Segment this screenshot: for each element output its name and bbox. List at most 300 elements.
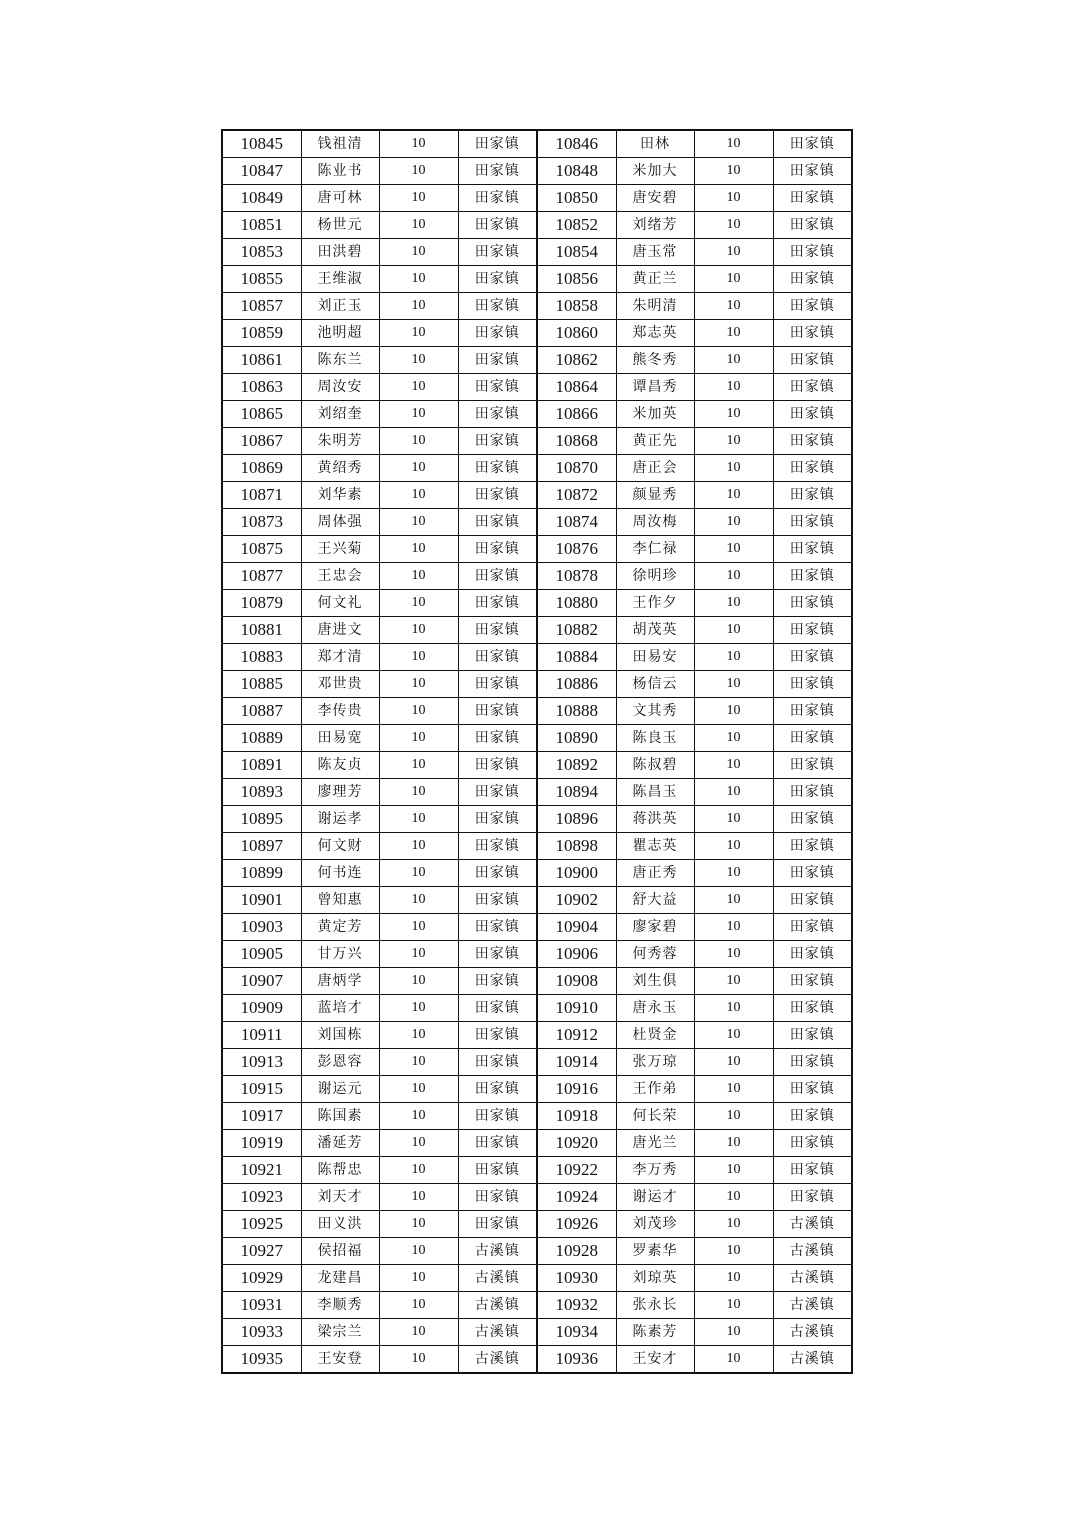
person-name-cell: 谢运才 — [616, 1184, 694, 1211]
count-value-cell: 10 — [379, 130, 458, 158]
count-value-cell: 10 — [379, 212, 458, 239]
count-value-cell: 10 — [694, 833, 773, 860]
person-name-cell: 胡茂英 — [616, 617, 694, 644]
person-name-cell: 谢运孝 — [301, 806, 379, 833]
table-row — [222, 590, 852, 617]
count-value-cell: 10 — [379, 428, 458, 455]
record-id-cell: 10845 — [222, 130, 301, 158]
table-row — [222, 482, 852, 509]
township-name-cell: 古溪镇 — [458, 1238, 537, 1265]
record-id-cell: 10923 — [222, 1184, 301, 1211]
count-value-cell: 10 — [694, 374, 773, 401]
record-id-cell: 10873 — [222, 509, 301, 536]
count-value-cell: 10 — [694, 887, 773, 914]
township-name-cell: 田家镇 — [458, 482, 537, 509]
record-id-cell: 10919 — [222, 1130, 301, 1157]
township-name-cell: 古溪镇 — [773, 1238, 852, 1265]
township-name-cell: 田家镇 — [458, 995, 537, 1022]
person-name-cell: 陈素芳 — [616, 1319, 694, 1346]
person-name-cell: 唐炳学 — [301, 968, 379, 995]
township-name-cell: 田家镇 — [458, 374, 537, 401]
table-row — [222, 1130, 852, 1157]
township-name-cell: 田家镇 — [773, 968, 852, 995]
township-name-cell: 田家镇 — [458, 725, 537, 752]
count-value-cell: 10 — [694, 1022, 773, 1049]
township-name-cell: 田家镇 — [773, 698, 852, 725]
count-value-cell: 10 — [379, 1076, 458, 1103]
record-id-cell: 10850 — [537, 185, 616, 212]
record-id-cell: 10870 — [537, 455, 616, 482]
count-value-cell: 10 — [379, 293, 458, 320]
record-id-cell: 10856 — [537, 266, 616, 293]
record-id-cell: 10869 — [222, 455, 301, 482]
person-name-cell: 唐可林 — [301, 185, 379, 212]
count-value-cell: 10 — [694, 617, 773, 644]
person-name-cell: 周汝安 — [301, 374, 379, 401]
township-name-cell: 古溪镇 — [458, 1319, 537, 1346]
record-id-cell: 10848 — [537, 158, 616, 185]
count-value-cell: 10 — [694, 320, 773, 347]
township-name-cell: 田家镇 — [773, 833, 852, 860]
township-name-cell: 田家镇 — [458, 1130, 537, 1157]
record-id-cell: 10866 — [537, 401, 616, 428]
township-name-cell: 田家镇 — [458, 860, 537, 887]
count-value-cell: 10 — [379, 374, 458, 401]
township-name-cell: 田家镇 — [773, 1022, 852, 1049]
township-name-cell: 古溪镇 — [773, 1265, 852, 1292]
count-value-cell: 10 — [379, 806, 458, 833]
township-name-cell: 田家镇 — [458, 590, 537, 617]
record-id-cell: 10936 — [537, 1346, 616, 1374]
record-id-cell: 10902 — [537, 887, 616, 914]
table-row — [222, 158, 852, 185]
person-name-cell: 刘华素 — [301, 482, 379, 509]
record-id-cell: 10852 — [537, 212, 616, 239]
township-name-cell: 田家镇 — [458, 185, 537, 212]
table-row — [222, 887, 852, 914]
record-id-cell: 10921 — [222, 1157, 301, 1184]
person-name-cell: 潘延芳 — [301, 1130, 379, 1157]
record-id-cell: 10899 — [222, 860, 301, 887]
township-name-cell: 田家镇 — [458, 671, 537, 698]
table-row — [222, 941, 852, 968]
table-row — [222, 563, 852, 590]
township-name-cell: 田家镇 — [773, 536, 852, 563]
township-name-cell: 田家镇 — [458, 806, 537, 833]
count-value-cell: 10 — [379, 995, 458, 1022]
record-id-cell: 10862 — [537, 347, 616, 374]
table-row — [222, 239, 852, 266]
table-row — [222, 347, 852, 374]
township-name-cell: 田家镇 — [773, 725, 852, 752]
count-value-cell: 10 — [379, 1265, 458, 1292]
person-name-cell: 朱明芳 — [301, 428, 379, 455]
record-id-cell: 10901 — [222, 887, 301, 914]
record-id-cell: 10886 — [537, 671, 616, 698]
township-name-cell: 田家镇 — [773, 617, 852, 644]
count-value-cell: 10 — [379, 1130, 458, 1157]
township-name-cell: 田家镇 — [773, 293, 852, 320]
record-id-cell: 10867 — [222, 428, 301, 455]
record-id-cell: 10855 — [222, 266, 301, 293]
record-id-cell: 10898 — [537, 833, 616, 860]
township-name-cell: 田家镇 — [773, 590, 852, 617]
count-value-cell: 10 — [379, 1319, 458, 1346]
township-name-cell: 田家镇 — [773, 752, 852, 779]
township-name-cell: 田家镇 — [458, 941, 537, 968]
table-row — [222, 995, 852, 1022]
record-id-cell: 10854 — [537, 239, 616, 266]
township-name-cell: 田家镇 — [773, 185, 852, 212]
person-name-cell: 龙建昌 — [301, 1265, 379, 1292]
person-name-cell: 廖理芳 — [301, 779, 379, 806]
person-name-cell: 田义洪 — [301, 1211, 379, 1238]
person-name-cell: 王作夕 — [616, 590, 694, 617]
township-name-cell: 田家镇 — [458, 293, 537, 320]
table-row — [222, 374, 852, 401]
person-name-cell: 刘生俱 — [616, 968, 694, 995]
table-row — [222, 671, 852, 698]
record-id-cell: 10847 — [222, 158, 301, 185]
person-name-cell: 唐正会 — [616, 455, 694, 482]
count-value-cell: 10 — [694, 1238, 773, 1265]
table-row — [222, 1211, 852, 1238]
table-row — [222, 130, 852, 158]
table-row — [222, 1076, 852, 1103]
count-value-cell: 10 — [694, 293, 773, 320]
table-row — [222, 185, 852, 212]
township-name-cell: 田家镇 — [458, 698, 537, 725]
township-name-cell: 田家镇 — [458, 1184, 537, 1211]
record-id-cell: 10930 — [537, 1265, 616, 1292]
township-name-cell: 田家镇 — [773, 428, 852, 455]
count-value-cell: 10 — [379, 590, 458, 617]
township-name-cell: 田家镇 — [458, 1076, 537, 1103]
record-id-cell: 10888 — [537, 698, 616, 725]
person-name-cell: 田林 — [616, 130, 694, 158]
table-row — [222, 401, 852, 428]
record-id-cell: 10926 — [537, 1211, 616, 1238]
township-name-cell: 田家镇 — [458, 1022, 537, 1049]
record-id-cell: 10907 — [222, 968, 301, 995]
table-row — [222, 644, 852, 671]
record-id-cell: 10914 — [537, 1049, 616, 1076]
person-name-cell: 唐正秀 — [616, 860, 694, 887]
count-value-cell: 10 — [694, 590, 773, 617]
table-row — [222, 752, 852, 779]
table-row — [222, 968, 852, 995]
person-name-cell: 梁宗兰 — [301, 1319, 379, 1346]
person-name-cell: 唐永玉 — [616, 995, 694, 1022]
person-name-cell: 周体强 — [301, 509, 379, 536]
person-name-cell: 黄正兰 — [616, 266, 694, 293]
table-row — [222, 536, 852, 563]
count-value-cell: 10 — [694, 1076, 773, 1103]
count-value-cell: 10 — [379, 833, 458, 860]
count-value-cell: 10 — [694, 860, 773, 887]
table-row — [222, 1103, 852, 1130]
record-id-cell: 10877 — [222, 563, 301, 590]
record-id-cell: 10925 — [222, 1211, 301, 1238]
person-name-cell: 蒋洪英 — [616, 806, 694, 833]
person-name-cell: 何长荣 — [616, 1103, 694, 1130]
table-row — [222, 833, 852, 860]
table-row — [222, 266, 852, 293]
township-name-cell: 田家镇 — [773, 482, 852, 509]
count-value-cell: 10 — [379, 887, 458, 914]
record-id-cell: 10846 — [537, 130, 616, 158]
count-value-cell: 10 — [694, 185, 773, 212]
township-name-cell: 田家镇 — [773, 914, 852, 941]
record-id-cell: 10911 — [222, 1022, 301, 1049]
township-name-cell: 田家镇 — [773, 1076, 852, 1103]
count-value-cell: 10 — [379, 914, 458, 941]
township-name-cell: 古溪镇 — [773, 1292, 852, 1319]
record-id-cell: 10851 — [222, 212, 301, 239]
table-row — [222, 1265, 852, 1292]
township-name-cell: 田家镇 — [458, 158, 537, 185]
count-value-cell: 10 — [379, 509, 458, 536]
person-name-cell: 文其秀 — [616, 698, 694, 725]
person-name-cell: 彭恩容 — [301, 1049, 379, 1076]
person-name-cell: 唐玉常 — [616, 239, 694, 266]
count-value-cell: 10 — [694, 941, 773, 968]
person-name-cell: 刘国栋 — [301, 1022, 379, 1049]
record-id-cell: 10912 — [537, 1022, 616, 1049]
count-value-cell: 10 — [694, 130, 773, 158]
record-id-cell: 10918 — [537, 1103, 616, 1130]
record-id-cell: 10889 — [222, 725, 301, 752]
record-id-cell: 10905 — [222, 941, 301, 968]
record-id-cell: 10853 — [222, 239, 301, 266]
person-name-cell: 田易宽 — [301, 725, 379, 752]
person-name-cell: 田易安 — [616, 644, 694, 671]
person-name-cell: 罗素华 — [616, 1238, 694, 1265]
count-value-cell: 10 — [379, 158, 458, 185]
record-id-cell: 10890 — [537, 725, 616, 752]
person-name-cell: 邓世贵 — [301, 671, 379, 698]
record-id-cell: 10896 — [537, 806, 616, 833]
township-name-cell: 田家镇 — [773, 158, 852, 185]
township-name-cell: 古溪镇 — [458, 1292, 537, 1319]
count-value-cell: 10 — [694, 347, 773, 374]
person-name-cell: 米加英 — [616, 401, 694, 428]
table-row — [222, 212, 852, 239]
count-value-cell: 10 — [379, 1238, 458, 1265]
township-name-cell: 田家镇 — [458, 914, 537, 941]
record-id-cell: 10903 — [222, 914, 301, 941]
count-value-cell: 10 — [379, 968, 458, 995]
count-value-cell: 10 — [379, 1157, 458, 1184]
township-name-cell: 田家镇 — [458, 239, 537, 266]
count-value-cell: 10 — [694, 401, 773, 428]
township-name-cell: 古溪镇 — [773, 1319, 852, 1346]
person-name-cell: 朱明清 — [616, 293, 694, 320]
record-id-cell: 10897 — [222, 833, 301, 860]
person-name-cell: 何秀蓉 — [616, 941, 694, 968]
record-id-cell: 10871 — [222, 482, 301, 509]
township-name-cell: 田家镇 — [773, 644, 852, 671]
person-name-cell: 张永长 — [616, 1292, 694, 1319]
township-name-cell: 田家镇 — [458, 536, 537, 563]
count-value-cell: 10 — [379, 1049, 458, 1076]
record-id-cell: 10924 — [537, 1184, 616, 1211]
table-row — [222, 455, 852, 482]
count-value-cell: 10 — [379, 779, 458, 806]
count-value-cell: 10 — [694, 806, 773, 833]
person-name-cell: 王作弟 — [616, 1076, 694, 1103]
person-name-cell: 陈叔碧 — [616, 752, 694, 779]
township-name-cell: 田家镇 — [773, 509, 852, 536]
township-name-cell: 田家镇 — [773, 1103, 852, 1130]
township-name-cell: 田家镇 — [458, 1049, 537, 1076]
count-value-cell: 10 — [379, 671, 458, 698]
count-value-cell: 10 — [694, 428, 773, 455]
person-name-cell: 周汝梅 — [616, 509, 694, 536]
person-name-cell: 李仁禄 — [616, 536, 694, 563]
person-name-cell: 陈国素 — [301, 1103, 379, 1130]
table-row — [222, 860, 852, 887]
person-name-cell: 谢运元 — [301, 1076, 379, 1103]
township-name-cell: 田家镇 — [458, 347, 537, 374]
person-name-cell: 廖家碧 — [616, 914, 694, 941]
township-name-cell: 田家镇 — [773, 995, 852, 1022]
person-name-cell: 池明超 — [301, 320, 379, 347]
count-value-cell: 10 — [694, 1157, 773, 1184]
township-name-cell: 田家镇 — [773, 941, 852, 968]
record-id-cell: 10881 — [222, 617, 301, 644]
record-id-cell: 10935 — [222, 1346, 301, 1374]
person-name-cell: 刘正玉 — [301, 293, 379, 320]
record-id-cell: 10910 — [537, 995, 616, 1022]
record-id-cell: 10934 — [537, 1319, 616, 1346]
person-name-cell: 何书连 — [301, 860, 379, 887]
count-value-cell: 10 — [379, 563, 458, 590]
record-id-cell: 10894 — [537, 779, 616, 806]
count-value-cell: 10 — [379, 860, 458, 887]
township-name-cell: 田家镇 — [773, 1184, 852, 1211]
count-value-cell: 10 — [379, 482, 458, 509]
count-value-cell: 10 — [379, 1292, 458, 1319]
count-value-cell: 10 — [694, 995, 773, 1022]
township-name-cell: 田家镇 — [773, 130, 852, 158]
record-id-cell: 10913 — [222, 1049, 301, 1076]
table-row — [222, 1238, 852, 1265]
person-name-cell: 蓝培才 — [301, 995, 379, 1022]
table-row — [222, 293, 852, 320]
person-name-cell: 黄正先 — [616, 428, 694, 455]
table-row — [222, 1049, 852, 1076]
record-id-cell: 10872 — [537, 482, 616, 509]
township-name-cell: 田家镇 — [458, 833, 537, 860]
person-name-cell: 何文礼 — [301, 590, 379, 617]
count-value-cell: 10 — [379, 455, 458, 482]
record-id-cell: 10878 — [537, 563, 616, 590]
roster-body — [222, 130, 852, 1373]
record-id-cell: 10932 — [537, 1292, 616, 1319]
record-id-cell: 10893 — [222, 779, 301, 806]
person-name-cell: 谭昌秀 — [616, 374, 694, 401]
count-value-cell: 10 — [379, 1103, 458, 1130]
record-id-cell: 10885 — [222, 671, 301, 698]
person-name-cell: 曾知惠 — [301, 887, 379, 914]
count-value-cell: 10 — [694, 1265, 773, 1292]
table-row — [222, 617, 852, 644]
count-value-cell: 10 — [694, 563, 773, 590]
person-name-cell: 唐安碧 — [616, 185, 694, 212]
township-name-cell: 田家镇 — [773, 1130, 852, 1157]
record-id-cell: 10906 — [537, 941, 616, 968]
person-name-cell: 张万琼 — [616, 1049, 694, 1076]
count-value-cell: 10 — [694, 1319, 773, 1346]
record-id-cell: 10849 — [222, 185, 301, 212]
count-value-cell: 10 — [694, 536, 773, 563]
record-id-cell: 10909 — [222, 995, 301, 1022]
table-row — [222, 698, 852, 725]
person-name-cell: 舒大益 — [616, 887, 694, 914]
count-value-cell: 10 — [379, 239, 458, 266]
table-row — [222, 428, 852, 455]
count-value-cell: 10 — [694, 644, 773, 671]
record-id-cell: 10874 — [537, 509, 616, 536]
person-name-cell: 李顺秀 — [301, 1292, 379, 1319]
township-name-cell: 田家镇 — [458, 428, 537, 455]
record-id-cell: 10887 — [222, 698, 301, 725]
count-value-cell: 10 — [694, 482, 773, 509]
count-value-cell: 10 — [379, 698, 458, 725]
table-row — [222, 806, 852, 833]
table-row — [222, 320, 852, 347]
person-name-cell: 陈昌玉 — [616, 779, 694, 806]
person-name-cell: 熊冬秀 — [616, 347, 694, 374]
record-id-cell: 10915 — [222, 1076, 301, 1103]
person-name-cell: 钱祖清 — [301, 130, 379, 158]
township-name-cell: 田家镇 — [458, 509, 537, 536]
township-name-cell: 古溪镇 — [773, 1211, 852, 1238]
township-name-cell: 田家镇 — [773, 347, 852, 374]
table-row — [222, 725, 852, 752]
record-id-cell: 10920 — [537, 1130, 616, 1157]
record-id-cell: 10857 — [222, 293, 301, 320]
record-id-cell: 10858 — [537, 293, 616, 320]
count-value-cell: 10 — [379, 644, 458, 671]
record-id-cell: 10864 — [537, 374, 616, 401]
township-name-cell: 田家镇 — [458, 1103, 537, 1130]
record-id-cell: 10927 — [222, 1238, 301, 1265]
person-name-cell: 何文财 — [301, 833, 379, 860]
record-id-cell: 10868 — [537, 428, 616, 455]
person-name-cell: 杨世元 — [301, 212, 379, 239]
record-id-cell: 10861 — [222, 347, 301, 374]
table-row — [222, 1022, 852, 1049]
count-value-cell: 10 — [379, 185, 458, 212]
count-value-cell: 10 — [379, 401, 458, 428]
table-row — [222, 1346, 852, 1374]
count-value-cell: 10 — [694, 698, 773, 725]
record-id-cell: 10931 — [222, 1292, 301, 1319]
person-name-cell: 米加大 — [616, 158, 694, 185]
person-name-cell: 黄定芳 — [301, 914, 379, 941]
record-id-cell: 10917 — [222, 1103, 301, 1130]
person-name-cell: 黄绍秀 — [301, 455, 379, 482]
township-name-cell: 田家镇 — [458, 644, 537, 671]
record-id-cell: 10865 — [222, 401, 301, 428]
person-name-cell: 唐进文 — [301, 617, 379, 644]
person-name-cell: 王忠会 — [301, 563, 379, 590]
record-id-cell: 10922 — [537, 1157, 616, 1184]
township-name-cell: 田家镇 — [773, 266, 852, 293]
table-row — [222, 1157, 852, 1184]
